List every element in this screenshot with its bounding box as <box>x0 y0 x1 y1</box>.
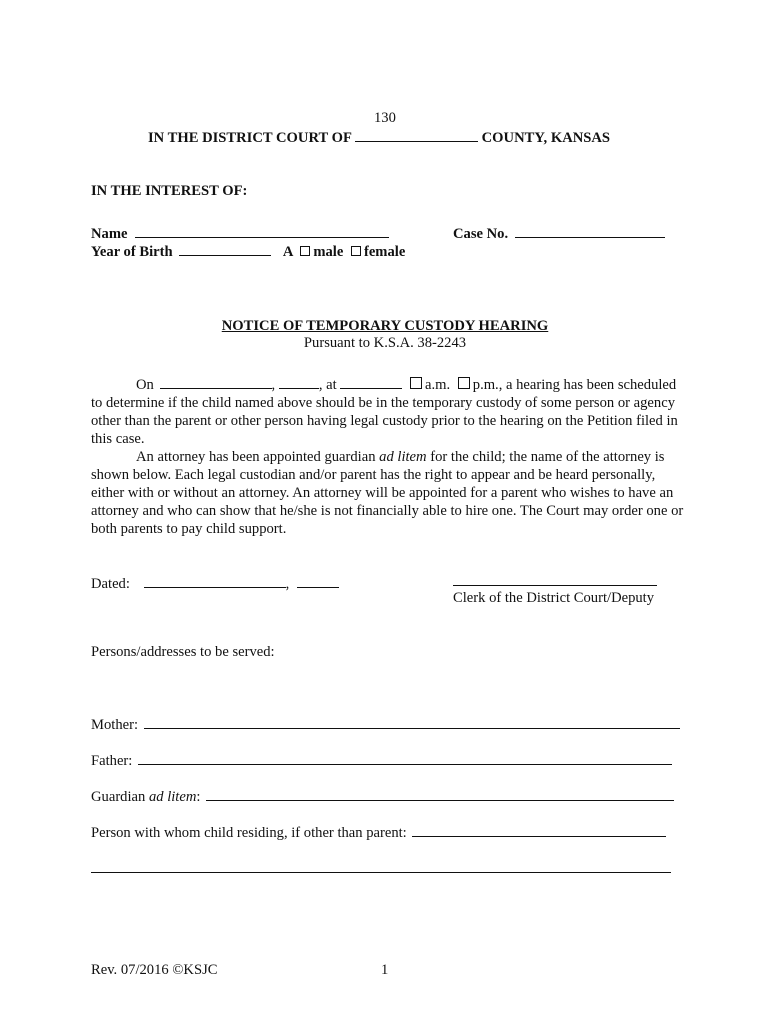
name-blank[interactable] <box>135 225 389 238</box>
page-number: 1 <box>381 962 389 978</box>
birth-row <box>91 243 405 260</box>
hearing-paragraph: to determine if the child named above should be in the temporary custody of some person or agency other than the parent or other person having legal custody prior to the hearing on the Petition filed in this case. <box>91 395 678 447</box>
hearing-date-blank[interactable] <box>160 376 272 389</box>
case-label: Case No. <box>453 226 509 242</box>
court-suffix: COUNTY, KANSAS <box>481 130 611 146</box>
guardian-blank[interactable] <box>206 788 674 801</box>
name-row <box>91 225 389 242</box>
mother-row <box>91 716 680 733</box>
hearing-line: On , , at a.m. p.m., a hearing has been scheduled <box>136 377 677 393</box>
court-heading <box>148 129 610 146</box>
gender-prefix: A <box>282 244 293 260</box>
am-checkbox[interactable] <box>410 377 422 389</box>
residing-blank[interactable] <box>412 824 666 837</box>
name-label: Name <box>91 226 128 242</box>
female-label: female <box>363 244 406 260</box>
male-checkbox[interactable] <box>300 246 310 256</box>
court-prefix: IN THE DISTRICT COURT OF <box>148 130 352 146</box>
dated-blank[interactable] <box>144 575 286 588</box>
attorney-text-rest: for the child; the name of the attorney is shown below. Each legal custodian and/or parent has the right to appear and be heard personally, either with or without an attorney. An attorney will be appointed for a parent who wishes to have an attorney and who can show that he/she is not financially able to hire one. The Court may order one or both parents to pay child support. <box>91 449 684 537</box>
on-label: On <box>136 377 154 393</box>
male-label: male <box>313 244 344 260</box>
birth-label: Year of Birth <box>91 244 173 260</box>
case-row <box>453 225 665 242</box>
form-number: 130 <box>374 110 396 126</box>
father-blank[interactable] <box>138 752 672 765</box>
attorney-text-italic: ad litem <box>379 449 427 465</box>
clerk-label: Clerk of the District Court/Deputy <box>453 590 655 606</box>
mother-blank[interactable] <box>144 716 680 729</box>
female-checkbox[interactable] <box>351 246 361 256</box>
guardian-colon: : <box>196 789 201 805</box>
birth-year-blank[interactable] <box>179 243 271 256</box>
am-label: a.m. <box>424 377 451 393</box>
dated-label: Dated: <box>91 576 130 592</box>
hearing-year-blank[interactable] <box>279 376 319 389</box>
dated-year-blank[interactable] <box>297 575 339 588</box>
extra-line[interactable] <box>91 860 671 877</box>
dated-row: Dated: , <box>91 575 339 592</box>
pm-checkbox[interactable] <box>458 377 470 389</box>
guardian-label: Guardian <box>91 789 149 805</box>
clerk-signature-line[interactable] <box>453 573 657 590</box>
guardian-italic: ad litem <box>148 789 197 805</box>
residing-row <box>91 824 666 841</box>
service-heading: Persons/addresses to be served: <box>91 644 275 660</box>
hearing-time-blank[interactable] <box>340 376 402 389</box>
case-number-blank[interactable] <box>515 225 665 238</box>
notice-title: NOTICE OF TEMPORARY CUSTODY HEARING <box>221 318 549 334</box>
father-label: Father: <box>91 753 133 769</box>
attorney-text-start: An attorney has been appointed guardian <box>136 449 380 465</box>
attorney-paragraph <box>91 448 688 538</box>
interest-heading: IN THE INTEREST OF: <box>91 183 248 199</box>
residing-label: Person with whom child residing, if other than parent: <box>91 825 407 841</box>
revision-footer: Rev. 07/2016 ©KSJC <box>91 962 218 978</box>
notice-subtitle: Pursuant to K.S.A. 38-2243 <box>303 335 467 351</box>
pm-label: p.m., a hearing has been scheduled <box>472 377 677 393</box>
at-label: , at <box>318 377 337 393</box>
guardian-row <box>91 788 674 805</box>
county-blank[interactable] <box>355 129 478 142</box>
mother-label: Mother: <box>91 717 139 733</box>
father-row <box>91 752 672 769</box>
